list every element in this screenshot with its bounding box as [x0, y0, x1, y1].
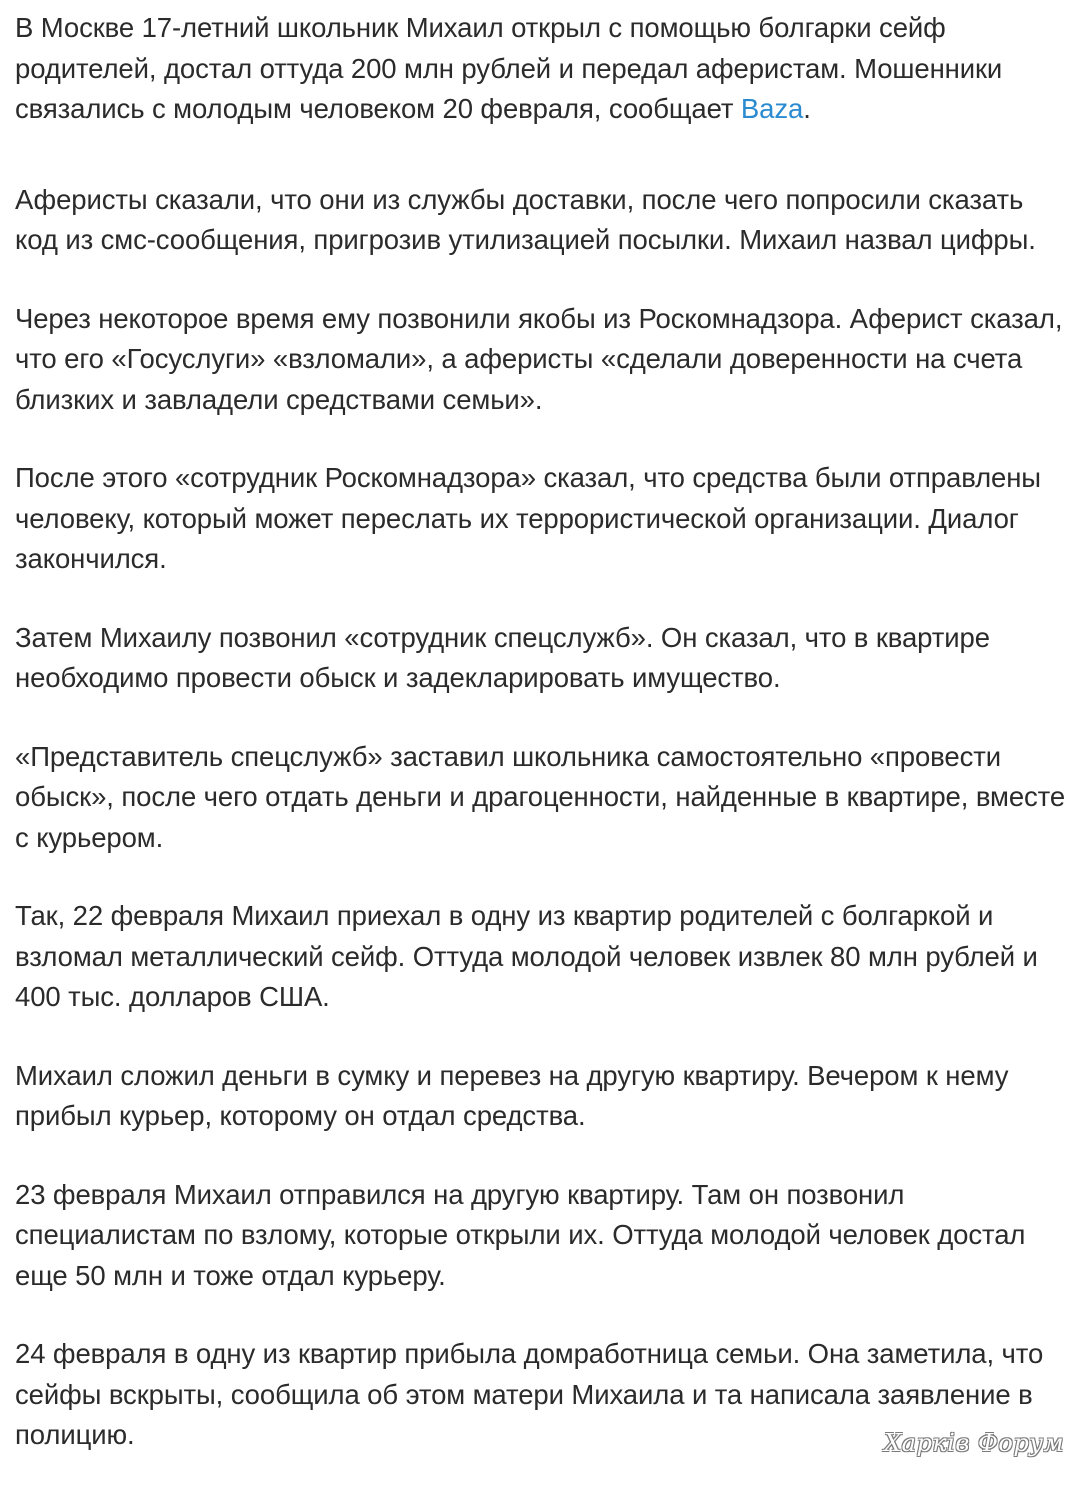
paragraph-4: Затем Михаилу позвонил «сотрудник спецслужб». Он сказал, что в квартире необходимо провести обыск и задекларировать имущество.: [15, 621, 990, 693]
source-link-baza[interactable]: Baza: [740, 93, 804, 124]
forum-watermark: Харків Форум: [884, 1429, 1064, 1457]
paragraph-1: Аферисты сказали, что они из службы доставки, после чего попросили сказать код из смс-сообщения, пригрозив утилизацией посылки. Михаил назвал цифры.: [15, 183, 1036, 255]
paragraph-8: 23 февраля Михаил отправился на другую квартиру. Там он позвонил специалистам по взлому, которые открыли их. Оттуда молодой человек достал еще 50 млн и тоже отдал курьеру.: [15, 1178, 1026, 1291]
paragraph-5: «Представитель спецслужб» заставил школьника самостоятельно «провести обыск», после чего отдать деньги и драгоценности, найденные в квартире, вместе с курьером.: [15, 740, 1066, 853]
paragraph-9: 24 февраля в одну из квартир прибыла домработница семьи. Она заметила, что сейфы вскрыты, сообщила об этом матери Михаила и та написала заявление в полицию.: [15, 1338, 1044, 1450]
lead-text: В Москве 17-летний школьник Михаил открыл с помощью болгарки сейф родителей, достал оттуда 200 млн рублей и передал аферистам. Мошенники связались с молодым человеком 20 февраля, сообщает: [15, 12, 1003, 124]
paragraph-2: Через некоторое время ему позвонили якобы из Роскомнадзора. Аферист сказал, что его «Госуслуги» «взломали», а аферисты «сделали доверенности на счета близких и завладели средствами семьи».: [15, 302, 1063, 415]
lead-paragraph: [15, 8, 1073, 130]
paragraph-7: Михаил сложил деньги в сумку и перевез на другую квартиру. Вечером к нему прибыл курьер, которому он отдал средства.: [15, 1059, 1009, 1131]
lead-text-end: .: [803, 93, 811, 124]
paragraph-6: Так, 22 февраля Михаил приехал в одну из квартир родителей с болгаркой и взломал металлический сейф. Оттуда молодой человек извлек 80 млн рублей и 400 тыс. долларов США.: [15, 900, 1038, 1012]
article-body: [15, 8, 1073, 1494]
paragraph-3: После этого «сотрудник Роскомнадзора» сказал, что средства были отправлены человеку, который может переслать их террористической организации. Диалог закончился.: [15, 462, 1041, 574]
